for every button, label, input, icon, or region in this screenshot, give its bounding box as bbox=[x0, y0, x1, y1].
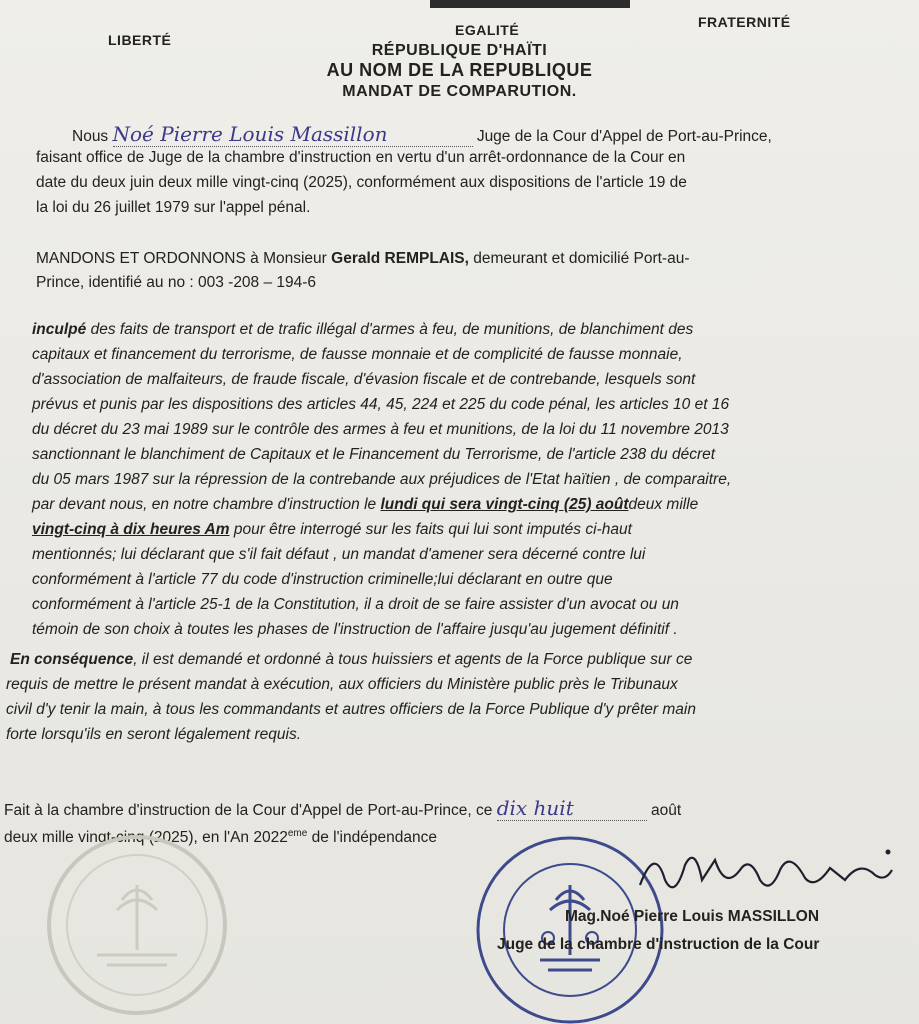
mandons-line-2: Prince, identifié au no : 003 -208 – 194-6 bbox=[36, 274, 317, 291]
charges-line-9 bbox=[32, 518, 632, 542]
consequence-line-2: requis de mettre le présent mandat à exécution, aux officiers du Ministère public près le Tribunaux bbox=[6, 676, 678, 693]
fait-line-1-end: août bbox=[651, 802, 682, 819]
charges-line-10: mentionnés; lui déclarant que s'il fait défaut , un mandat d'amener sera décerné contre lui bbox=[32, 546, 646, 563]
charges-line-2: capitaux et financement du terrorisme, de fausse monnaie et de complicité de fausse monnaie, bbox=[32, 346, 683, 363]
consequence-line-1 bbox=[10, 648, 692, 672]
consequence-line-4: forte lorsqu'ils en seront légalement requis. bbox=[6, 726, 302, 743]
charges-line-3: d'association de malfaiteurs, de fraude fiscale, d'évasion fiscale et de contrebande, lesquels sont bbox=[32, 371, 696, 388]
charges-line-1 bbox=[32, 318, 693, 342]
charges-line-8 bbox=[32, 493, 698, 517]
nous-label: Nous bbox=[72, 128, 109, 145]
handwritten-signature bbox=[630, 840, 900, 910]
judge-handwritten-name: Noé Pierre Louis Massillon bbox=[113, 122, 473, 147]
republic-heading: RÉPUBLIQUE D'HAÏTI bbox=[371, 42, 548, 59]
fait-line-1 bbox=[4, 796, 681, 823]
mandons-text: MANDONS ET ORDONNONS à Monsieur bbox=[36, 250, 327, 267]
superscript-eme: eme bbox=[287, 828, 308, 839]
hearing-time: vingt-cinq à dix heures Am bbox=[32, 521, 230, 538]
fait-line-2-start: deux mille vingt-cinq (2025), en l'An 2022 bbox=[4, 829, 288, 847]
dry-seal-emblem bbox=[42, 830, 232, 1020]
motto-fraternite: FRATERNITÉ bbox=[698, 14, 791, 30]
motto-liberte: LIBERTÉ bbox=[108, 32, 172, 48]
mandons-line-1-end: demeurant et domicilié Port-au- bbox=[473, 250, 690, 267]
consequence-line-1-rest: , il est demandé et ordonné à tous huissiers et agents de la Force publique sur ce bbox=[133, 651, 693, 668]
motto-egalite: EGALITÉ bbox=[455, 22, 520, 38]
top-edge-bar bbox=[430, 0, 630, 8]
charges-line-5: du décret du 23 mai 1989 sur le contrôle des armes à feu et munitions, de la loi du 11 novembre 2013 bbox=[32, 421, 729, 438]
handwritten-day: dix huit bbox=[497, 796, 647, 821]
charges-line-1-rest: des faits de transport et de trafic illégal d'armes à feu, de munitions, de blanchiment des bbox=[90, 321, 694, 338]
fait-line-2 bbox=[4, 822, 437, 850]
document-title: MANDAT DE COMPARUTION. bbox=[342, 83, 577, 100]
intro-line-2: faisant office de Juge de la chambre d'instruction en vertu d'un arrêt-ordonnance de la Cour en bbox=[36, 149, 686, 166]
signatory-title: Juge de la chambre d'instruction de la Cour bbox=[497, 936, 820, 953]
signatory-name: Mag.Noé Pierre Louis MASSILLON bbox=[565, 908, 820, 925]
au-nom-heading: AU NOM DE LA REPUBLIQUE bbox=[326, 60, 593, 80]
charges-line-8-end: deux mille bbox=[628, 496, 699, 513]
charges-line-8-start: par devant nous, en notre chambre d'instruction le bbox=[32, 496, 377, 513]
defendant-name: Gerald REMPLAIS, bbox=[331, 250, 469, 267]
charges-line-6: sanctionnant le blanchiment de Capitaux et le Financement du Terrorisme, de l'article 238 du décret bbox=[32, 446, 716, 463]
consequence-line-3: civil d'y tenir la main, à tous les commandants et autres officiers de la Force Publique d'y prêter main bbox=[6, 701, 696, 718]
mandons-line-1 bbox=[36, 247, 690, 271]
charges-line-12: conformément à l'article 25-1 de la Constitution, il a droit de se faire assister d'un avocat ou un bbox=[32, 596, 679, 613]
charges-line-9-end: pour être interrogé sur les faits qui lui sont imputés ci-haut bbox=[233, 521, 632, 538]
fait-line-1-start: Fait à la chambre d'instruction de la Cour d'Appel de Port-au-Prince, ce bbox=[4, 802, 493, 819]
fait-line-2-end: de l'indépendance bbox=[307, 829, 437, 847]
inculpe-label: inculpé bbox=[32, 321, 87, 338]
charges-line-7: du 05 mars 1987 sur la répression de la contrebande aux préjudices de l'Etat haïtien , de comparaitre, bbox=[32, 471, 732, 488]
hearing-date: lundi qui sera vingt-cinq (25) août bbox=[380, 496, 629, 513]
charges-line-4: prévus et punis par les dispositions des articles 44, 45, 224 et 225 du code pénal, les articles 10 et 16 bbox=[32, 396, 730, 413]
en-consequence-label: En conséquence bbox=[10, 651, 134, 668]
charges-line-11: conformément à l'article 77 du code d'instruction criminelle;lui déclarant en outre que bbox=[32, 571, 613, 588]
intro-line-1-end: Juge de la Cour d'Appel de Port-au-Prince, bbox=[476, 128, 772, 145]
intro-line-3: date du deux juin deux mille vingt-cinq (2025), conformément aux dispositions de l'article 19 de bbox=[36, 174, 687, 191]
intro-line-4: la loi du 26 juillet 1979 sur l'appel pénal. bbox=[36, 199, 311, 216]
charges-line-13: témoin de son choix à toutes les phases de l'instruction de l'affaire jusqu'au jugement définitif . bbox=[32, 621, 678, 638]
intro-line-1 bbox=[72, 122, 772, 149]
